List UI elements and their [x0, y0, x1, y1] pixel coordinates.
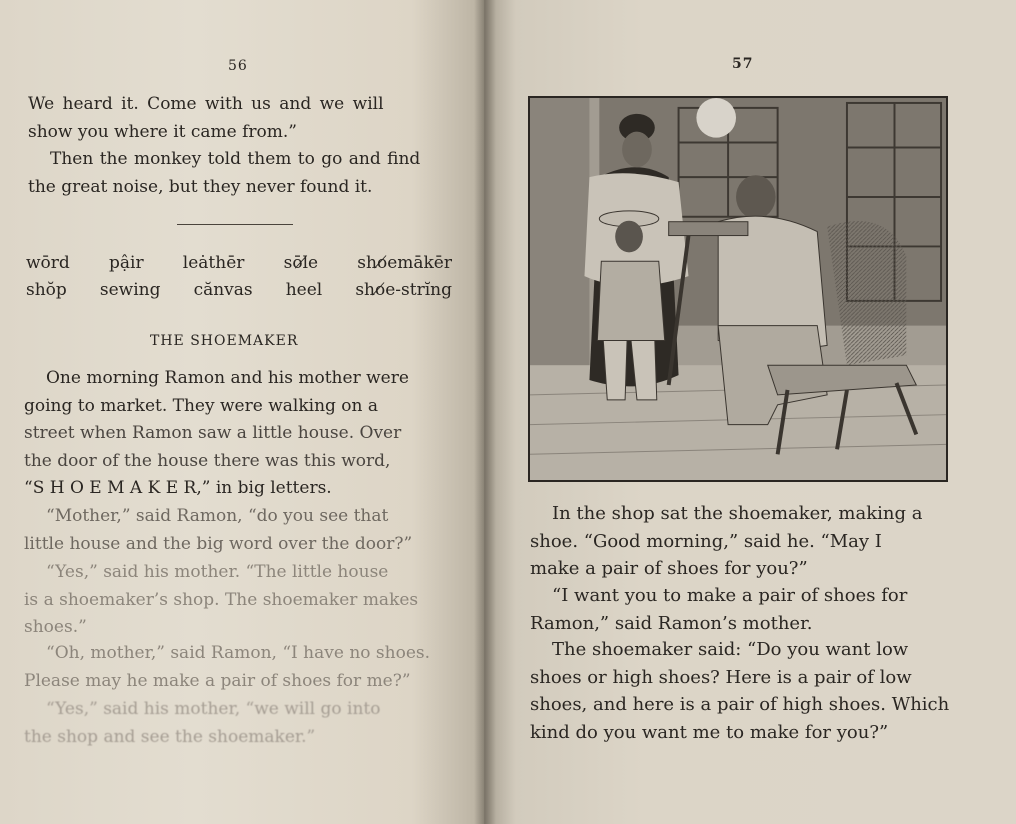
illustration-drawing [530, 98, 946, 480]
right-paragraph-1 [530, 500, 954, 583]
book-gutter [474, 0, 496, 824]
text-line: make a pair of shoes for you?” [530, 558, 808, 579]
word: leȧthēr [182, 253, 245, 273]
text-line: shoes, and here is a pair of high shoes. Which [530, 694, 950, 715]
story-paragraph [24, 365, 452, 503]
shoemaker-illustration [528, 96, 948, 482]
word: wōrd [26, 253, 70, 273]
dialog-paragraph-2 [24, 559, 452, 642]
text-line: “Mother,” said Ramon, “do you see that [46, 506, 389, 526]
text-line: shoes or high shoes? Here is a pair of low [530, 666, 912, 688]
text-line: We heard it. Come with us and we will [28, 94, 384, 114]
text-line: “Oh, mother,” said Ramon, “I have no shoes. [46, 643, 431, 663]
text-line: the shop and see the shoemaker.” [24, 726, 316, 747]
text-line: is a shoemaker’s shop. The shoemaker makes [24, 589, 419, 610]
word: cănvas [193, 280, 253, 300]
text-line: “Yes,” said his mother. “The little house [46, 562, 389, 582]
text-line: In the shop sat the shoemaker, making a [552, 503, 923, 524]
right-paragraph-2 [530, 582, 954, 637]
text-line: going to market. They were walking on a [24, 395, 379, 416]
top-paragraph [28, 91, 452, 146]
text-line: kind do you want me to make for you?” [530, 721, 889, 743]
monkey-paragraph [28, 146, 452, 201]
text-line: “S H O E M A K E R,” in big letters. [24, 478, 332, 498]
page-number-left: 56 [228, 58, 248, 74]
word: pậir [109, 253, 144, 273]
word: sho̸emākēr [357, 253, 452, 273]
text-line: Then the monkey told them to go and find [50, 149, 421, 169]
word-list [26, 250, 452, 304]
right-page [484, 0, 1016, 824]
section-divider [177, 224, 293, 225]
dialog-paragraph-1 [24, 503, 452, 558]
word: shŏp [26, 280, 67, 300]
text-line: “Yes,” said his mother, “we will go into [46, 699, 381, 719]
text-line: shoes.” [24, 617, 87, 637]
word: heel [285, 280, 323, 300]
right-paragraph-3 [530, 636, 954, 746]
text-line: street when Ramon saw a little house. Over [24, 423, 402, 443]
left-page [0, 0, 484, 824]
text-line: little house and the big word over the door?” [24, 533, 413, 554]
text-line: Please may he make a pair of shoes for me?” [24, 670, 411, 691]
word: sōl̸e [283, 253, 319, 273]
chapter-heading: THE SHOEMAKER [150, 333, 299, 349]
text-line: shoe. “Good morning,” said he. “May I [530, 530, 882, 552]
dialog-paragraph-4 [24, 696, 452, 751]
text-line: The shoemaker said: “Do you want low [552, 639, 909, 660]
text-line: the great noise, but they never found it. [28, 176, 373, 197]
text-line: Ramon,” said Ramon’s mother. [530, 612, 813, 634]
word: sho̸e-strĭng [355, 280, 452, 300]
text-line: the door of the house there was this word, [24, 450, 391, 471]
text-line: One morning Ramon and his mother were [46, 368, 409, 388]
dialog-paragraph-3 [24, 640, 452, 695]
word: sewing [99, 280, 161, 300]
page-number-right: 57 [732, 56, 754, 72]
word-row [26, 277, 452, 304]
text-line: “I want you to make a pair of shoes for [552, 585, 908, 606]
word-row [26, 250, 452, 277]
text-line: show you where it came from.” [28, 121, 297, 142]
